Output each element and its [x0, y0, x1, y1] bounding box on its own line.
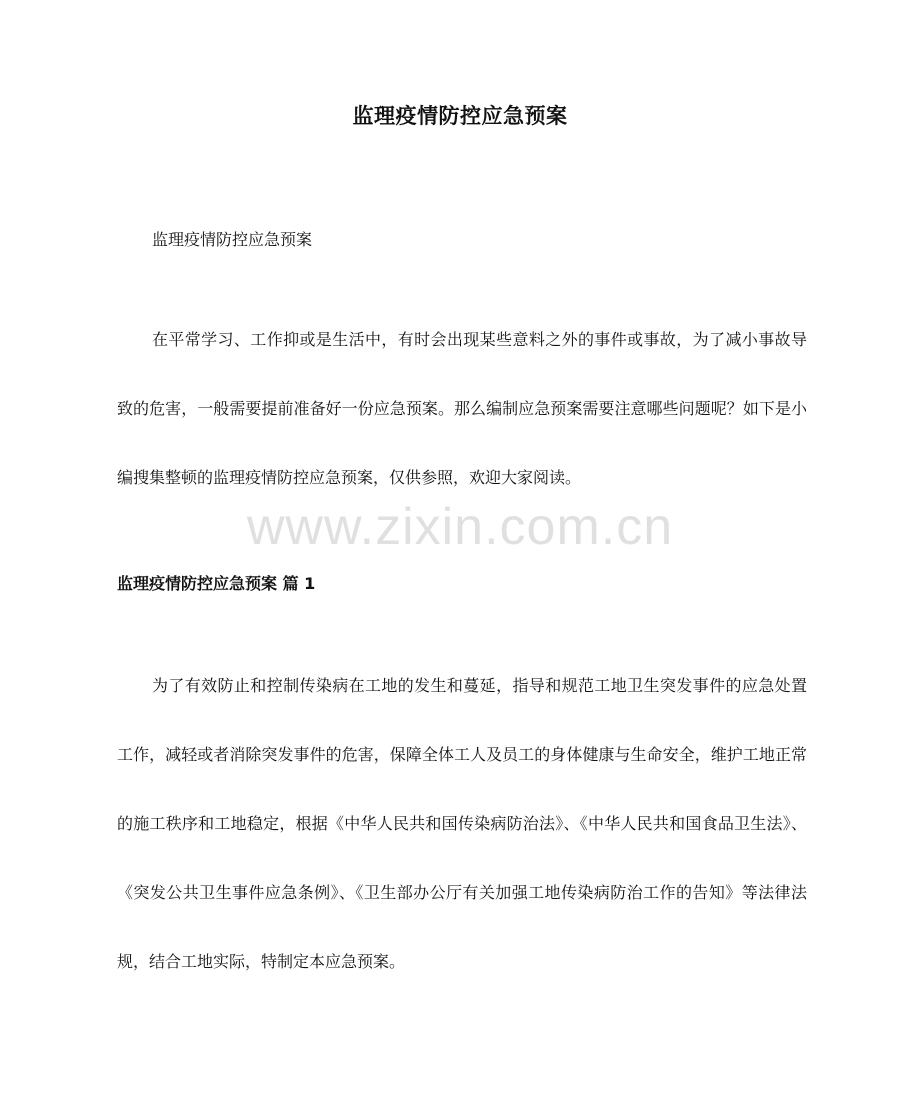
- section-heading: 监理疫情防控应急预案 篇 1: [117, 574, 316, 593]
- section-paragraph: 为了有效防止和控制传染病在工地的发生和蔓延，指导和规范工地卫生突发事件的应急处置工作，减轻或者消除突发事件的危害，保障全体工人及员工的身体健康与生命安全，维护工地正常的施工秩序和工地稳定，根据《中华人民共和国传染病防治法》、《中华人民共和国食品卫生法》、《突发公共卫生事件应急条例》、《卫生部办公厅有关加强工地传染病防治工作的告知》等法律法规，结合工地实际，特制定本应急预案。: [117, 676, 807, 971]
- document-title: 监理疫情防控应急预案: [352, 104, 568, 128]
- watermark-text: www.zixin.com.cn: [246, 498, 674, 556]
- intro-paragraph: 在平常学习、工作抑或是生活中，有时会出现某些意料之外的事件或事故，为了减小事故导致的危害，一般需要提前准备好一份应急预案。那么编制应急预案需要注意哪些问题呢？如下是小编搜集整顿的监理疫情防控应急预案，仅供参照，欢迎大家阅读。: [117, 330, 807, 487]
- document-subtitle: 监理疫情防控应急预案: [152, 230, 313, 249]
